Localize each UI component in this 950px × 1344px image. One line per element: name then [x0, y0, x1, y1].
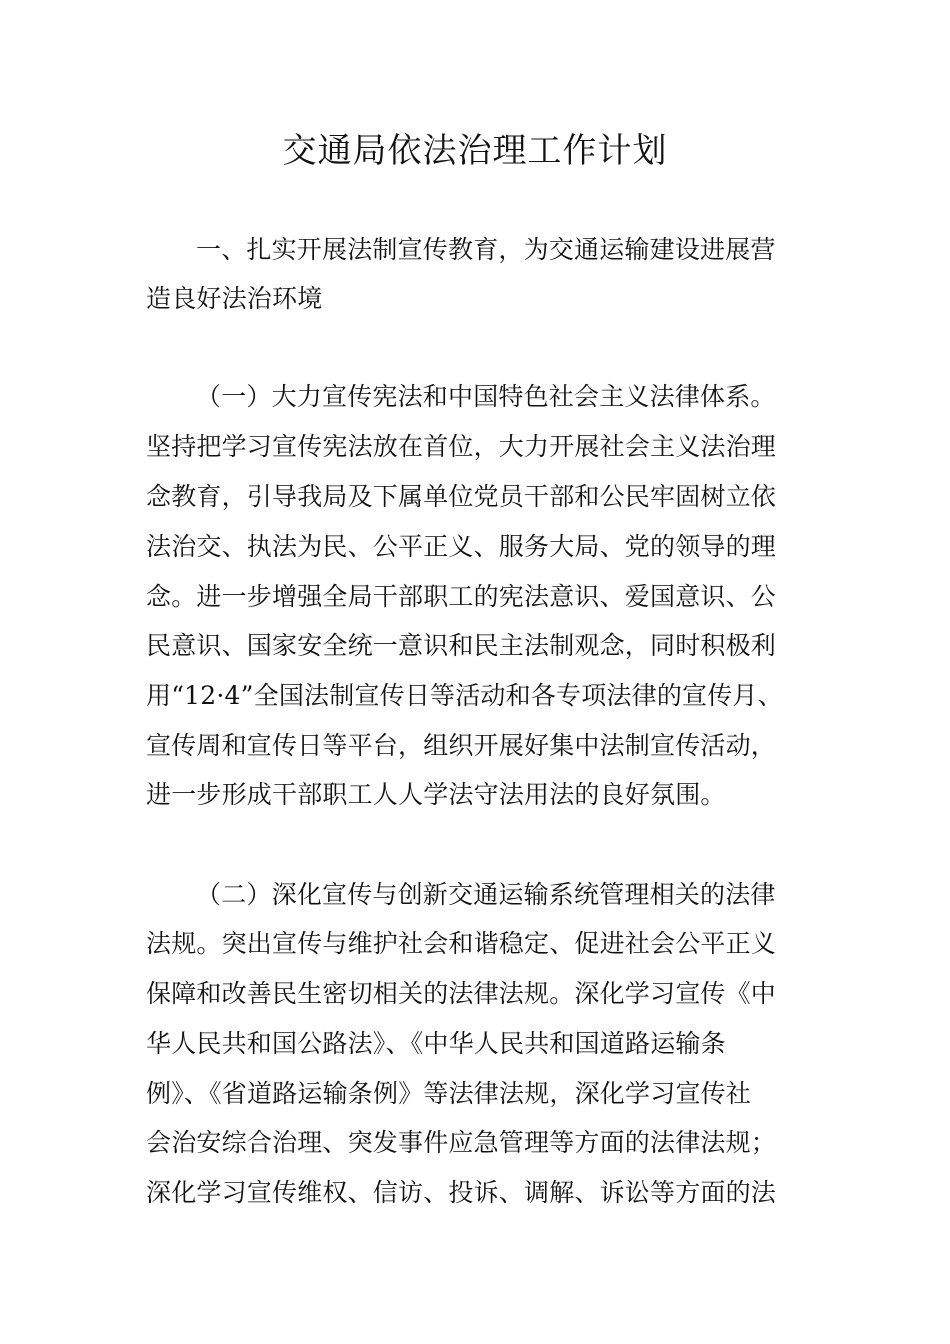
paragraph-line: （一）大力宣传宪法和中国特色社会主义法律体系。	[196, 382, 776, 411]
paragraph-line: 念教育，引导我局及下属单位党员干部和公民牢固树立依	[146, 482, 777, 511]
paragraph-line: 民意识、国家安全统一意识和民主法制观念，同时积极利	[146, 631, 777, 660]
document-title: 交通局依法治理工作计划	[282, 131, 668, 171]
paragraph-line: 造良好法治环境	[146, 284, 323, 313]
paragraph-line: 用“12·4”全国法制宣传日等活动和各专项法律的宣传月、	[146, 681, 783, 710]
paragraph-line: 法治交、执法为民、公平正义、服务大局、党的领导的理	[146, 532, 777, 561]
paragraph-line: 华人民共和国公路法》、《中华人民共和国道路运输条	[146, 1029, 726, 1058]
paragraph-line: 会治安综合治理、突发事件应急管理等方面的法律法规；	[146, 1128, 777, 1157]
paragraph-line: 深化学习宣传维权、信访、投诉、调解、诉讼等方面的法	[146, 1178, 777, 1207]
paragraph-line: 例》、《省道路运输条例》等法律法规，深化学习宣传社	[146, 1079, 752, 1108]
paragraph-line: 法规。突出宣传与维护社会和谐稳定、促进社会公平正义	[146, 929, 777, 958]
paragraph-line: 宣传周和宣传日等平台，组织开展好集中法制宣传活动，	[146, 731, 777, 760]
paragraph-line: 一、扎实开展法制宣传教育，为交通运输建设进展营	[196, 235, 776, 264]
paragraph-line: （二）深化宣传与创新交通运输系统管理相关的法律	[196, 880, 776, 909]
paragraph-line: 进一步形成干部职工人人学法守法用法的良好氛围。	[146, 780, 726, 809]
paragraph-line: 念。进一步增强全局干部职工的宪法意识、爱国意识、公	[146, 582, 777, 611]
paragraph-line: 坚持把学习宣传宪法放在首位，大力开展社会主义法治理	[146, 432, 777, 461]
paragraph-line: 保障和改善民生密切相关的法律法规。深化学习宣传《中	[146, 979, 777, 1008]
